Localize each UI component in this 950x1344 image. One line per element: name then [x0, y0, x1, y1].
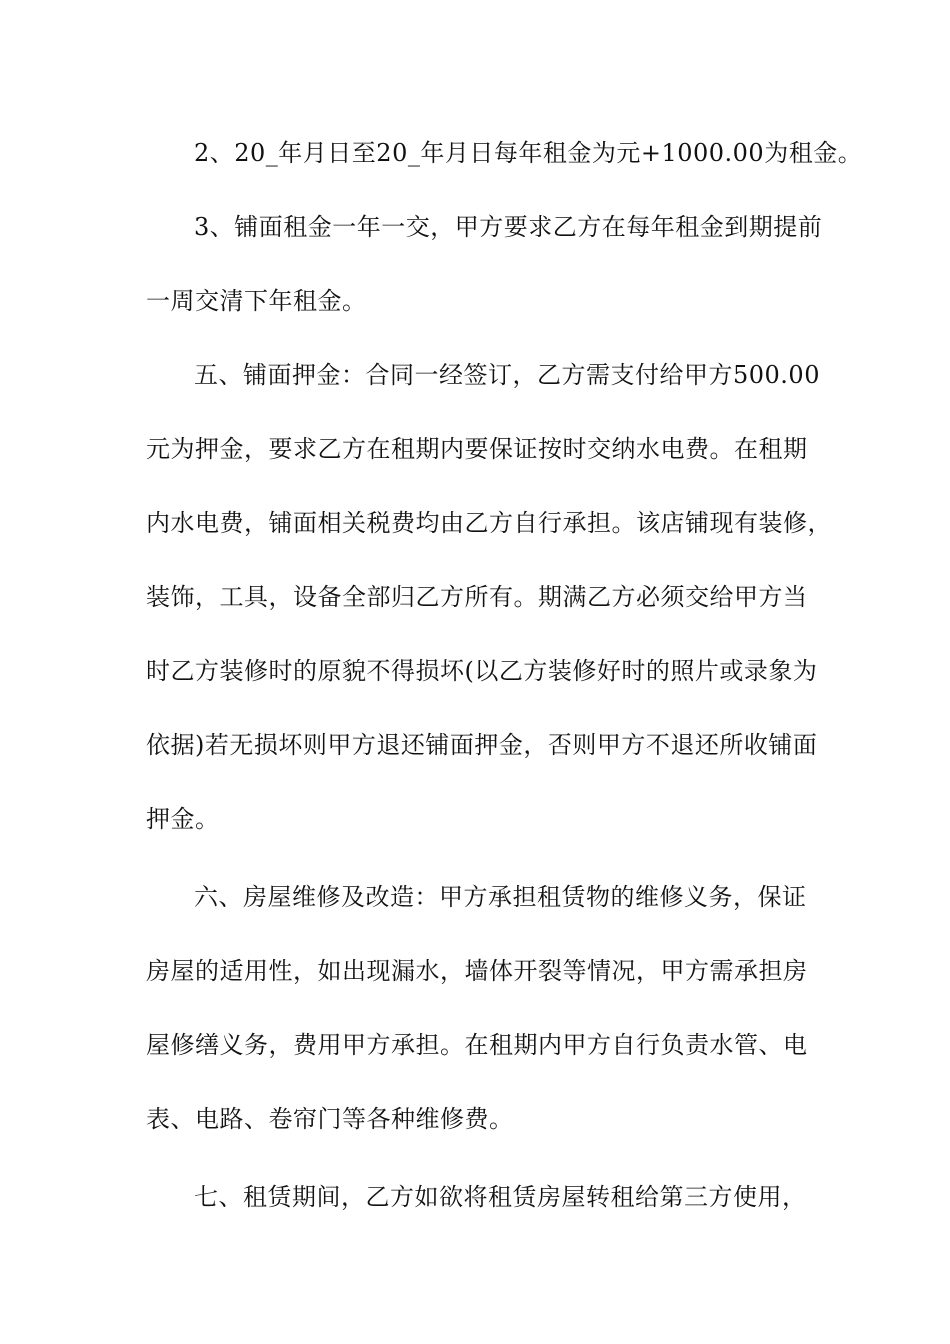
paragraph-line: 屋修缮义务，费用甲方承担。在租期内甲方自行负责水管、电 — [146, 1031, 808, 1059]
paragraph-line: 2、20_年月日至20_年月日每年租金为元+1000.00为租金。 — [194, 139, 863, 167]
paragraph-line: 房屋的适用性，如出现漏水，墙体开裂等情况，甲方需承担房 — [146, 957, 808, 985]
paragraph-line: 3、铺面租金一年一交，甲方要求乙方在每年租金到期提前 — [194, 213, 823, 241]
paragraph-line: 内水电费，铺面相关税费均由乙方自行承担。该店铺现有装修， — [146, 509, 832, 537]
paragraph-line: 押金。 — [146, 805, 220, 833]
paragraph-line: 六、房屋维修及改造：甲方承担租赁物的维修义务，保证 — [194, 883, 807, 911]
paragraph-line: 时乙方装修时的原貌不得损坏(以乙方装修好时的照片或录象为 — [146, 657, 818, 685]
paragraph-line: 装饰，工具，设备全部归乙方所有。期满乙方必须交给甲方当 — [146, 583, 808, 611]
paragraph-line: 一周交清下年租金。 — [146, 287, 367, 315]
paragraph-line: 七、租赁期间，乙方如欲将租赁房屋转租给第三方使用， — [194, 1183, 807, 1211]
paragraph-line: 表、电路、卷帘门等各种维修费。 — [146, 1105, 514, 1133]
paragraph-line: 依据)若无损坏则甲方退还铺面押金，否则甲方不退还所收铺面 — [146, 731, 818, 759]
paragraph-line: 五、铺面押金：合同一经签订，乙方需支付给甲方500.00 — [194, 361, 820, 389]
paragraph-line: 元为押金，要求乙方在租期内要保证按时交纳水电费。在租期 — [146, 435, 808, 463]
